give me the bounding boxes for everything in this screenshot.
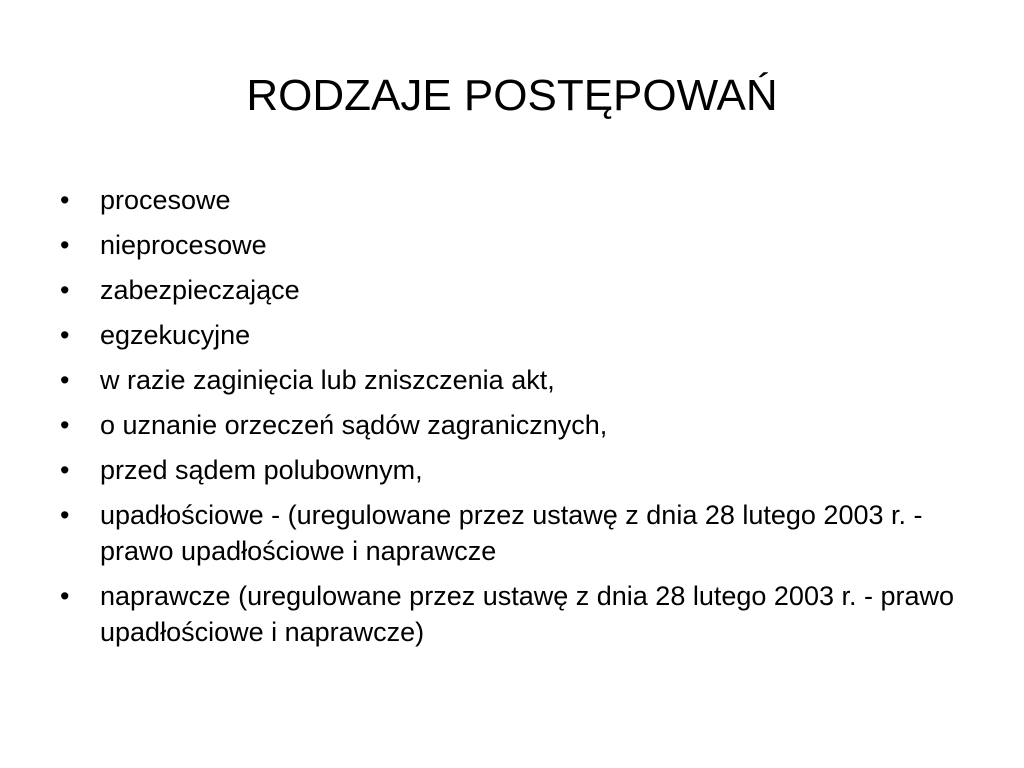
bullet-list [60, 182, 960, 659]
list-item [60, 272, 960, 308]
list-item [60, 497, 960, 569]
list-item [60, 182, 960, 218]
list-item-text: zabezpieczające [100, 275, 300, 305]
list-item-text: procesowe [100, 185, 231, 215]
bullet-icon: • [60, 275, 70, 305]
list-item [60, 452, 960, 488]
list-item-text: o uznanie orzeczeń sądów zagranicznych, [100, 410, 608, 440]
bullet-icon: • [60, 365, 70, 395]
list-item-text: egzekucyjne [100, 320, 251, 350]
bullet-icon: • [60, 455, 70, 485]
list-item [60, 407, 960, 443]
list-item [60, 227, 960, 263]
bullet-icon: • [60, 320, 70, 350]
list-item [60, 362, 960, 398]
list-item-text: upadłościowe - (uregulowane przez ustawę z dnia 28 lutego 2003 r. - prawo upadłościowe i naprawcze [100, 500, 923, 566]
bullet-icon: • [60, 581, 70, 611]
bullet-icon: • [60, 230, 70, 260]
bullet-icon: • [60, 185, 70, 215]
bullet-icon: • [60, 410, 70, 440]
list-item-text: przed sądem polubownym, [100, 455, 423, 485]
list-item-text: w razie zaginięcia lub zniszczenia akt, [100, 365, 555, 395]
list-item [60, 578, 960, 650]
list-item-text: naprawcze (uregulowane przez ustawę z dnia 28 lutego 2003 r. - prawo upadłościowe i naprawcze) [100, 581, 955, 647]
list-item [60, 317, 960, 353]
slide-title: RODZAJE POSTĘPOWAŃ [246, 71, 778, 120]
list-item-text: nieprocesowe [100, 230, 267, 260]
bullet-icon: • [60, 500, 70, 530]
